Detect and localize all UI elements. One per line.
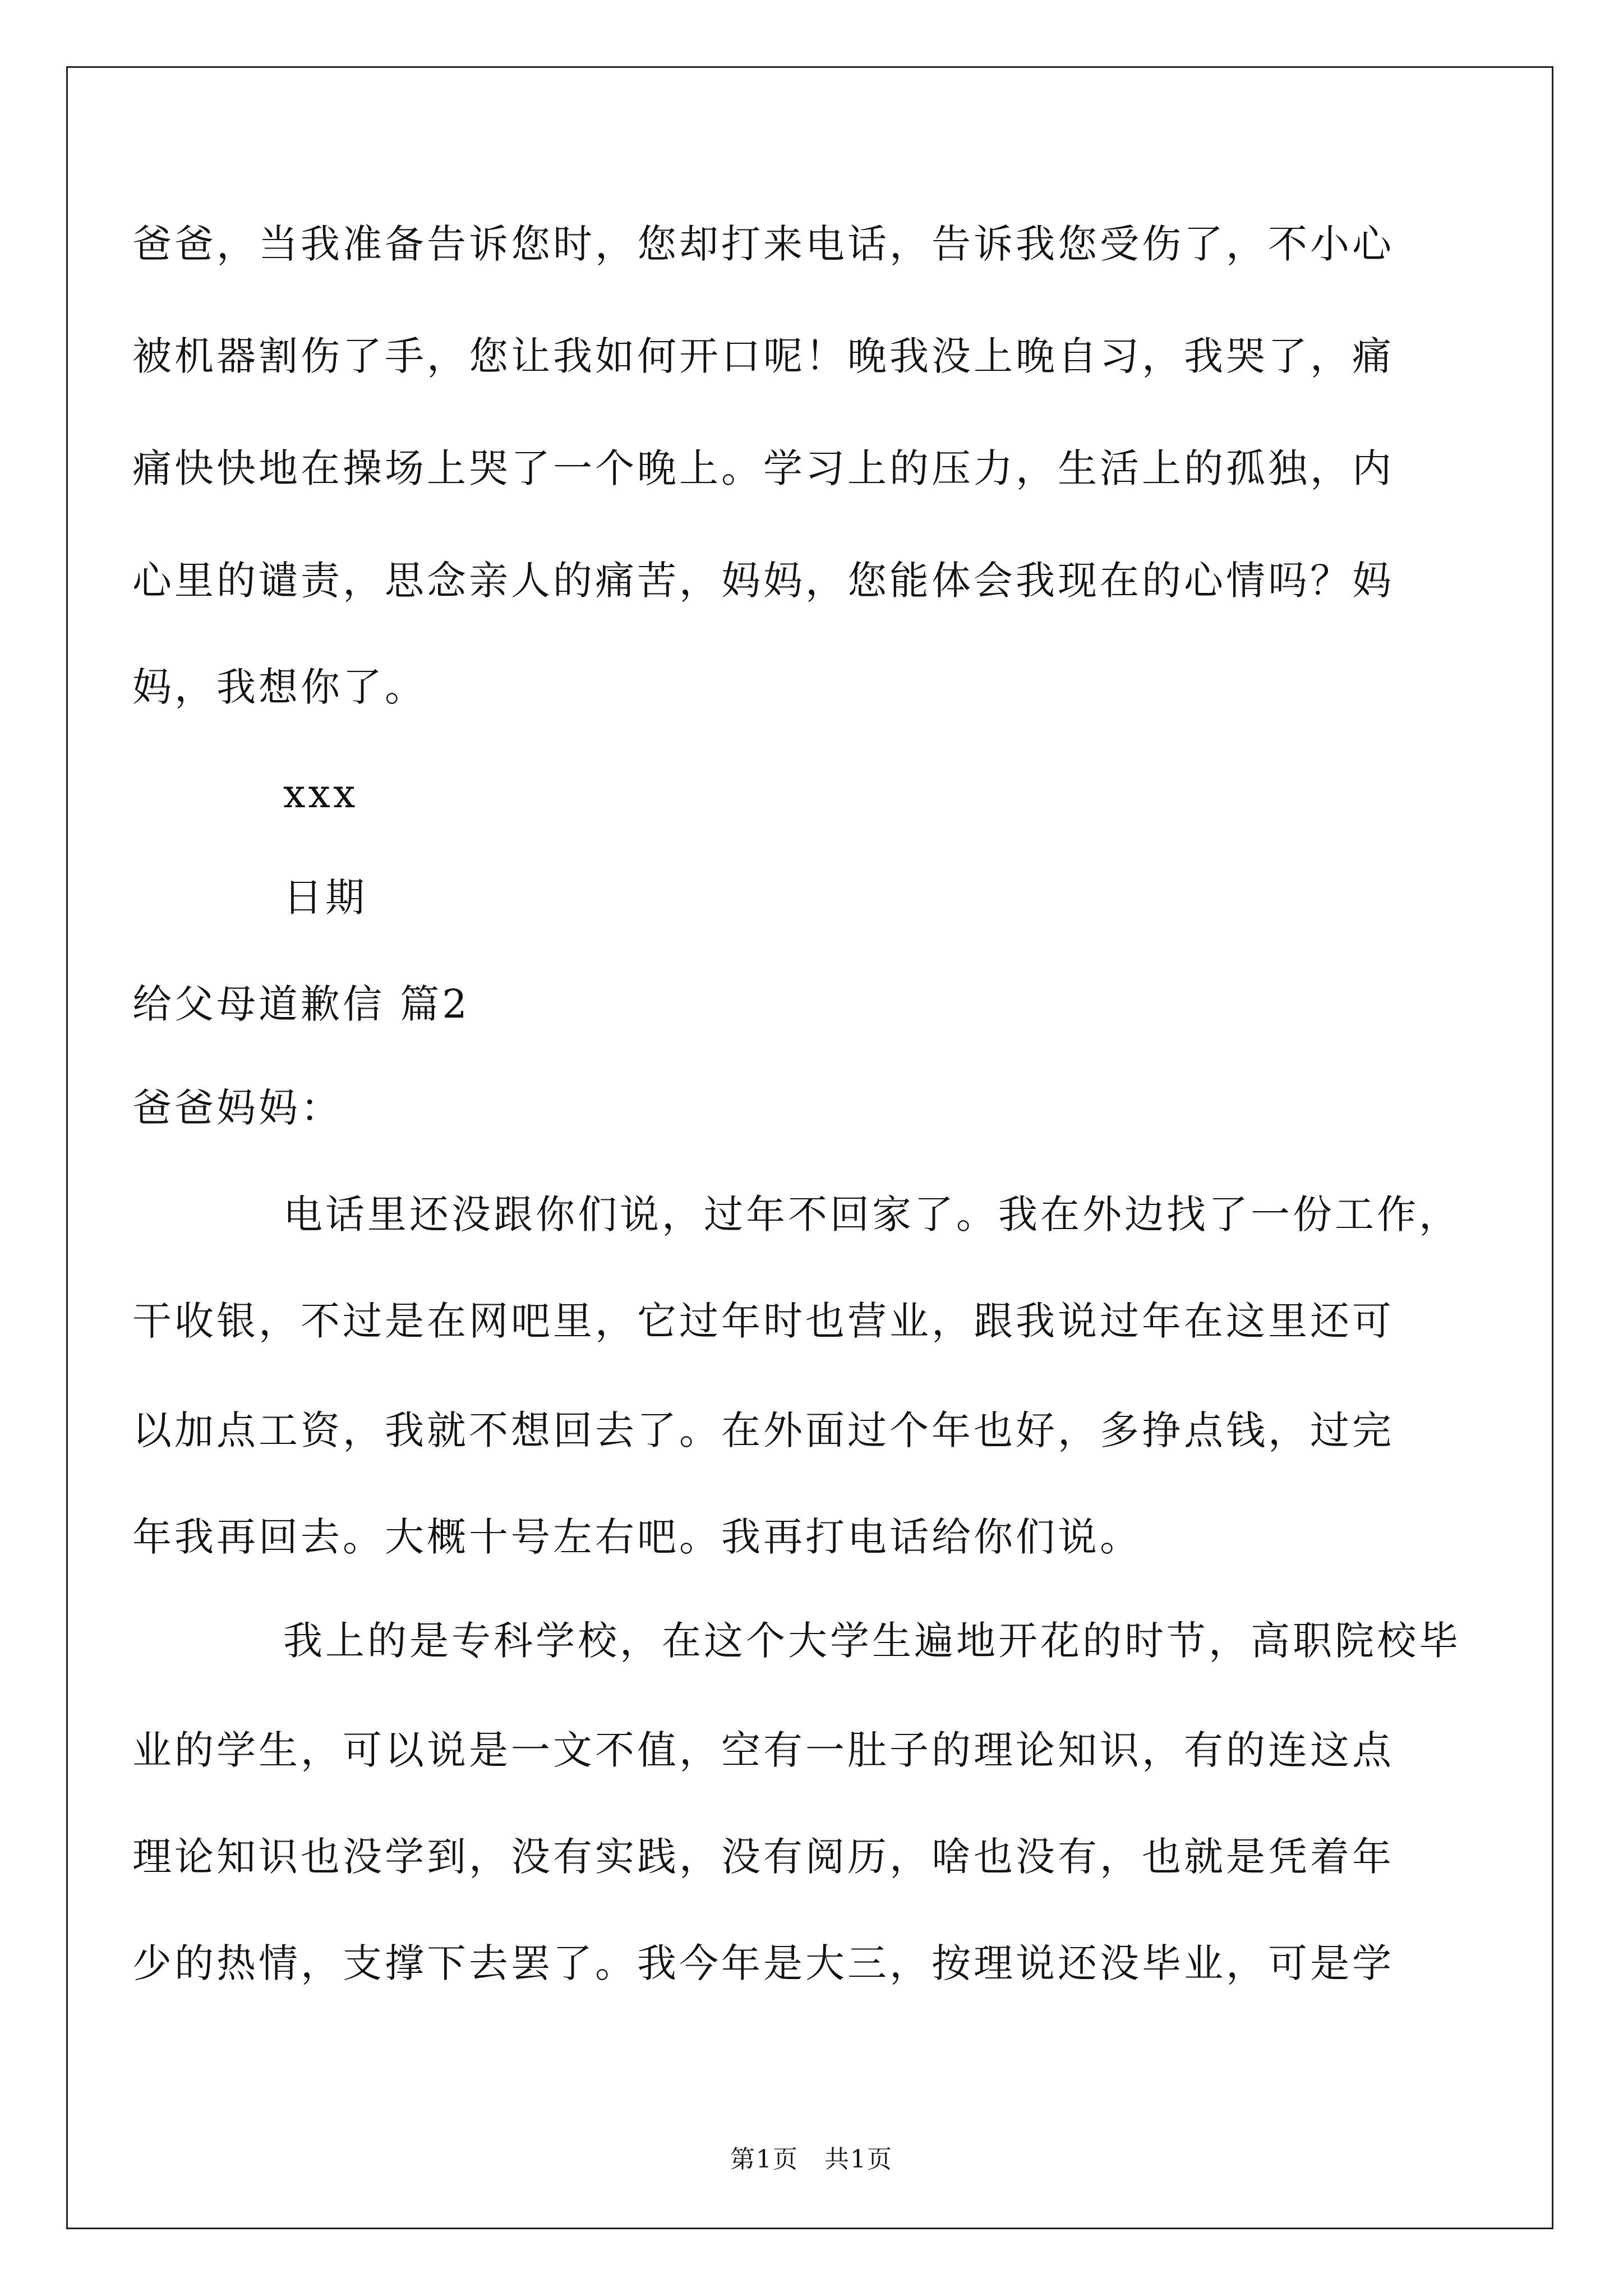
paragraph-line: 心里的谴责，思念亲人的痛苦，妈妈，您能体会我现在的心情吗？妈 <box>132 558 1394 604</box>
paragraph-line: 理论知识也没学到，没有实践，没有阅历，啥也没有，也就是凭着年 <box>132 1834 1394 1880</box>
paragraph-line: 我上的是专科学校，在这个大学生遍地开花的时节，高职院校毕 <box>283 1618 1461 1664</box>
signature-date: 日期 <box>283 875 367 921</box>
paragraph-line: 业的学生，可以说是一文不值，空有一肚子的理论知识，有的连这点 <box>132 1727 1394 1773</box>
paragraph-line: 干收银，不过是在网吧里，它过年时也营业，跟我说过年在这里还可 <box>132 1298 1394 1344</box>
paragraph-line: 少的热情，支撑下去罢了。我今年是大三，按理说还没毕业，可是学 <box>132 1940 1394 1986</box>
paragraph-line: 痛快快地在操场上哭了一个晚上。学习上的压力，生活上的孤独，内 <box>132 445 1394 491</box>
salutation: 爸爸妈妈： <box>132 1085 343 1131</box>
paragraph-line: 以加点工资，我就不想回去了。在外面过个年也好，多挣点钱，过完 <box>132 1407 1394 1453</box>
page-border <box>66 66 1553 2229</box>
paragraph-line: 爸爸，当我准备告诉您时，您却打来电话，告诉我您受伤了，不小心 <box>132 221 1394 267</box>
section-title: 给父母道歉信 篇2 <box>132 981 470 1027</box>
paragraph-line: 年我再回去。大概十号左右吧。我再打电话给你们说。 <box>132 1514 1142 1560</box>
paragraph-line: 妈，我想你了。 <box>132 664 427 710</box>
page-footer: 第1页 共1页 <box>730 2145 893 2174</box>
paragraph-line: 被机器割伤了手，您让我如何开口呢！晚我没上晚自习，我哭了，痛 <box>132 333 1394 379</box>
signature-name: xxx <box>283 771 358 817</box>
paragraph-line: 电话里还没跟你们说，过年不回家了。我在外边找了一份工作， <box>283 1191 1461 1237</box>
